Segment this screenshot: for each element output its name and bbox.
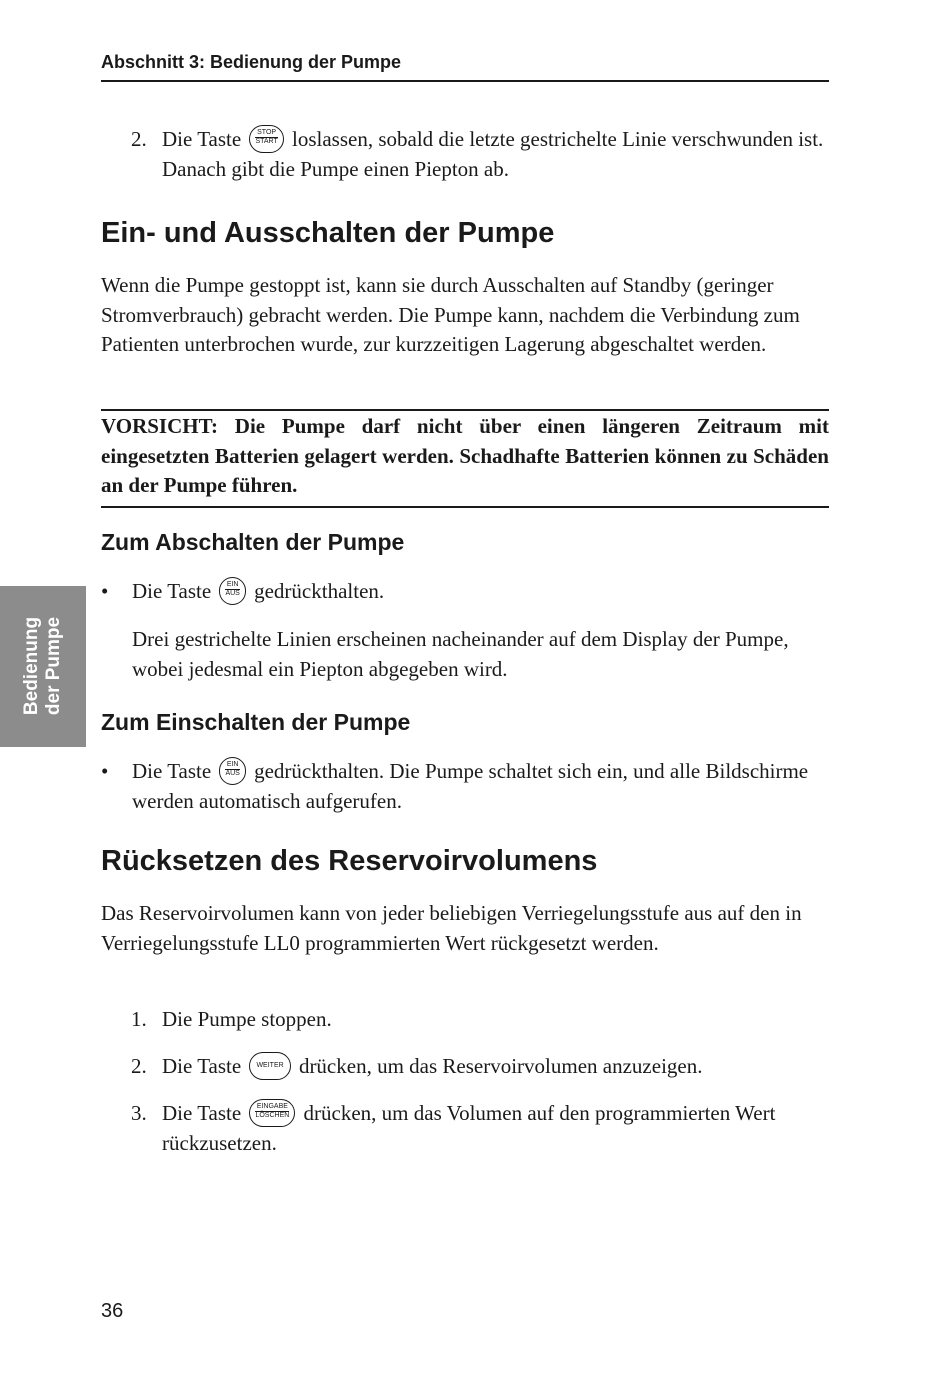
step-number: 1. [131, 1007, 147, 1031]
key-label: WEITER [256, 1062, 284, 1070]
reservoir-step-3 [101, 1099, 829, 1159]
weiter-key-icon [249, 1052, 290, 1080]
bullet-text-after: gedrückthalten. [254, 579, 385, 603]
step-text-before: Die Taste [162, 1054, 242, 1078]
key-label-top: STOP [257, 129, 277, 137]
bullet: • [101, 579, 109, 603]
key-label-top: EINGABE [256, 1103, 288, 1111]
section-title-reservoir: Rücksetzen des Reservoirvolumens [101, 845, 598, 877]
key-label-top: EIN [226, 581, 239, 589]
step-number: 3. [131, 1101, 147, 1125]
side-tab-line-2: der Pumpe [43, 616, 64, 716]
step-text-after: drücken, um das Volumen auf den programmierten Wert rückzusetzen. [162, 1101, 776, 1156]
section-body-on-off: Wenn die Pumpe gestoppt ist, kann sie durch Ausschalten auf Standby (geringer Stromverbrauch) gebracht werden. Die Pumpe kann, nachdem die Verbindung zum Patienten unterbrochen wurde, zur kurzzeitigen Lagerung abgeschaltet werden. [101, 273, 800, 356]
step-text-after: drücken, um das Reservoirvolumen anzuzeigen. [298, 1054, 703, 1078]
off-note: Drei gestrichelte Linien erscheinen nacheinander auf dem Display der Pumpe, wobei jedesmal ein Piepton abgegeben wird. [132, 627, 789, 681]
bullet: • [101, 759, 109, 783]
stop-start-key-icon [249, 125, 283, 153]
key-label-bottom: AUS [225, 770, 240, 778]
subheading-off: Zum Abschalten der Pumpe [101, 529, 405, 555]
step-number: 2. [131, 127, 147, 151]
bullet-text-before: Die Taste [132, 759, 212, 783]
running-head: Abschnitt 3: Bedienung der Pumpe [101, 52, 402, 72]
reservoir-step-2 [101, 1052, 829, 1082]
page-number: 36 [101, 1300, 124, 1322]
step-number: 2. [131, 1054, 147, 1078]
step-text-before: Die Taste [162, 127, 242, 151]
header-rule [101, 80, 829, 82]
on-off-key-icon [219, 577, 245, 605]
side-tab-line-1: Bedienung [21, 616, 42, 716]
key-label-bottom: LÖSCHEN [255, 1112, 290, 1120]
intro-step [101, 125, 829, 185]
warning-rule-top [101, 409, 829, 411]
bullet-text-before: Die Taste [132, 579, 212, 603]
bullet-text-after: gedrückthalten. Die Pumpe schaltet sich ein, und alle Bildschirme werden automatisch aufgerufen. [132, 759, 809, 814]
warning-text: VORSICHT: Die Pumpe darf nicht über einen längeren Zeitraum mit eingesetzten Batterien gelagert werden. Schadhafte Batterien können zu Schäden an der Pumpe führen. [101, 414, 829, 497]
side-tab-label [21, 617, 65, 715]
reservoir-step-1 [101, 1005, 829, 1035]
on-off-key-icon [219, 757, 245, 785]
step-text-after: loslassen, sobald die letzte gestrichelte Linie verschwunden ist. Danach gibt die Pumpe einen Piepton ab. [162, 127, 824, 182]
step-text-before: Die Taste [162, 1101, 242, 1125]
subheading-on: Zum Einschalten der Pumpe [101, 709, 411, 735]
on-bullet-item [101, 757, 829, 817]
key-label-bottom: AUS [225, 590, 240, 598]
side-tab [0, 586, 86, 747]
off-bullet-item [101, 577, 829, 607]
eingabe-loeschen-key-icon [249, 1099, 295, 1127]
section-body-reservoir: Das Reservoirvolumen kann von jeder beliebigen Verriegelungsstufe aus auf den in Verriegelungsstufe LL0 programmierten Wert rückgesetzt werden. [101, 901, 802, 955]
key-label-bottom: START [255, 138, 278, 146]
warning-rule-bottom [101, 506, 829, 508]
step-text: Die Pumpe stoppen. [162, 1007, 332, 1031]
section-title-on-off: Ein- und Ausschalten der Pumpe [101, 217, 555, 249]
key-label-top: EIN [226, 761, 239, 769]
